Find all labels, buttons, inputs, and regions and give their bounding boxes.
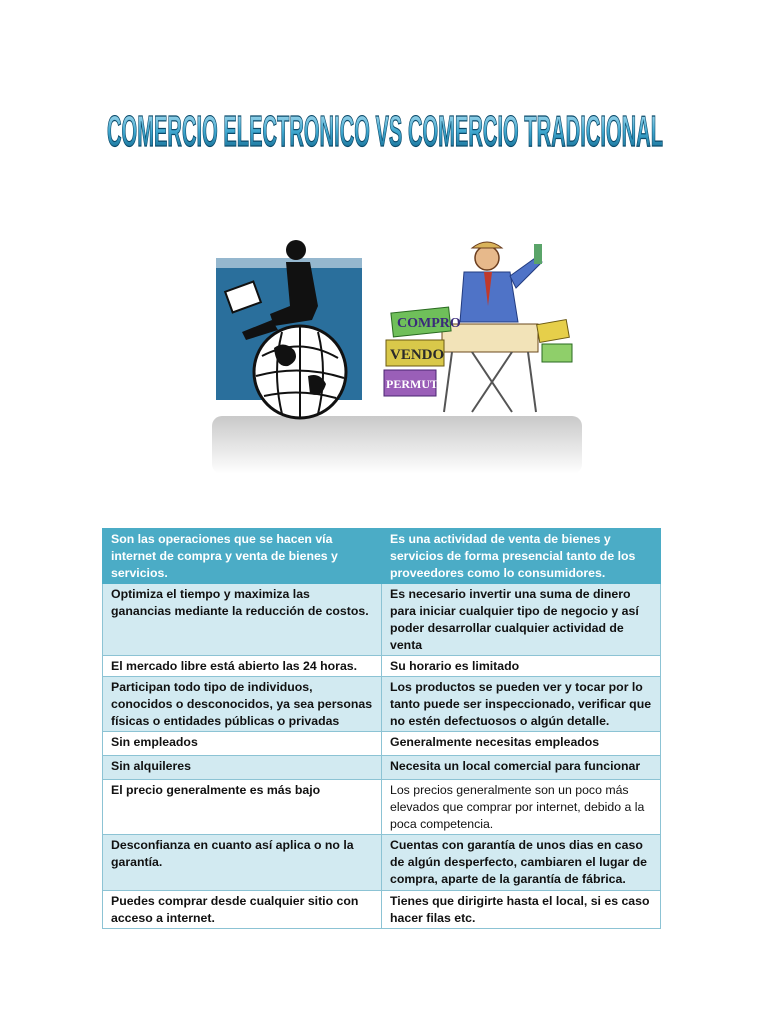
table-cell-left: El mercado libre está abierto las 24 horas. (103, 656, 382, 677)
table-row (103, 656, 661, 677)
comparison-table (102, 528, 661, 929)
table-cell-right: Necesita un local comercial para funcionar (382, 756, 661, 780)
table-cell-left: Puedes comprar desde cualquier sitio con acceso a internet. (103, 891, 382, 929)
table-row (103, 756, 661, 780)
vendor-icon (384, 242, 578, 414)
sign-vendo: VENDO (390, 347, 445, 363)
reflection-base (212, 416, 582, 474)
table-cell-left: Son las operaciones que se hacen vía internet de compra y venta de bienes y servicios. (103, 529, 382, 584)
table-row (103, 529, 661, 584)
page-title-text: COMERCIO ELECTRONICO VS COMERCIO TRADICIONAL (107, 107, 663, 156)
sign-compro: COMPRO (397, 316, 461, 331)
table-cell-left: Sin empleados (103, 732, 382, 756)
table-cell-right: Su horario es limitado (382, 656, 661, 677)
table-cell-right: Cuentas con garantía de unos dias en caso de algún desperfecto, cambiaren el lugar de compra, aparte de la garantía de fábrica. (382, 835, 661, 891)
table-row (103, 891, 661, 929)
table-row (103, 780, 661, 835)
table-cell-right: Los productos se pueden ver y tocar por lo tanto puede ser inspeccionado, verificar que no estén defectuosos o algún detalle. (382, 677, 661, 732)
table-cell-right: Los precios generalmente son un poco más elevados que comprar por internet, debido a la poca competencia. (382, 780, 661, 835)
table-cell-left: Optimiza el tiempo y maximiza las ganancias mediante la reducción de costos. (103, 584, 382, 656)
table-row (103, 835, 661, 891)
table-row (103, 732, 661, 756)
businessman-icon (216, 240, 362, 418)
table-cell-right: Es una actividad de venta de bienes y servicios de forma presencial tanto de los proveedores como lo consumidores. (382, 529, 661, 584)
table-cell-left: Sin alquileres (103, 756, 382, 780)
table-row (103, 677, 661, 732)
commerce-illustration (212, 236, 582, 476)
table-cell-left: Desconfianza en cuanto así aplica o no la garantía. (103, 835, 382, 891)
table-row (103, 584, 661, 656)
table-cell-right: Es necesario invertir una suma de dinero para iniciar cualquier tipo de negocio y así poder desarrollar cualquier actividad de venta (382, 584, 661, 656)
table-cell-left: Participan todo tipo de individuos, conocidos o desconocidos, ya sea personas físicas o entidades públicas o privadas (103, 677, 382, 732)
page-title (100, 88, 670, 168)
sign-permuto: PERMUTO (386, 377, 448, 391)
table-cell-right: Generalmente necesitas empleados (382, 732, 661, 756)
table-cell-left: El precio generalmente es más bajo (103, 780, 382, 835)
table-cell-right: Tienes que dirigirte hasta el local, si es caso hacer filas etc. (382, 891, 661, 929)
